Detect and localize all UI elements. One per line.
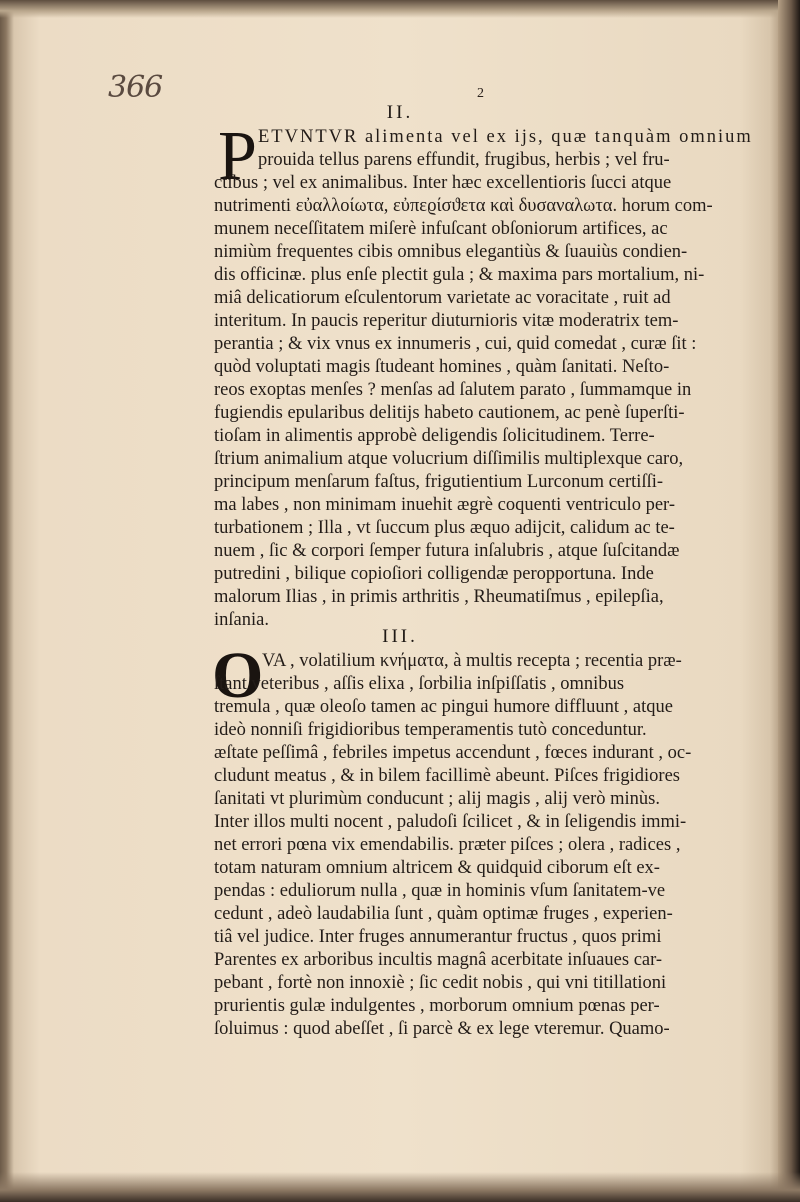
- text-line: principum menſarum faſtus, frigutientium Lurconum certiſſi-: [214, 472, 664, 492]
- text-line: nuem , ſic & corpori ſemper futura inſalubris , atque ſuſcitandæ: [214, 541, 680, 561]
- text-line: totam naturam omnium altricem & quidquid ciborum eſt ex-: [214, 858, 660, 878]
- section-heading-iii: III.: [382, 626, 418, 647]
- text-line: nutrimenti εὐαλλοίωτα, εὐπεϱίσϑετα καὶ δυσαναλωτα. horum com-: [214, 196, 713, 216]
- text-line: pebant , fortè non innoxiè ; ſic cedit nobis , qui vni titillationi: [214, 973, 667, 993]
- text-line: inſania.: [214, 610, 269, 630]
- text-line: tiâ vel judice. Inter fruges annumerantur fructus , quos primi: [214, 927, 662, 947]
- text-line: ſtrium animalium atque volucrium diſſimilis multiplexque caro,: [214, 449, 684, 469]
- signature-mark: 2: [477, 86, 484, 101]
- text-line: munem neceſſitatem miſerè infuſcant obſoniorum artifices, ac: [214, 219, 668, 239]
- text-line: nimiùm frequentes cibis omnibus elegantiùs & ſuauiùs condien-: [214, 242, 688, 262]
- text-line: perantia ; & vix vnus ex innumeris , cui, quid comedat , curæ ſit :: [214, 334, 697, 354]
- text-line: Parentes ex arboribus incultis magnâ acerbitate inſuaues car-: [214, 950, 663, 970]
- text-line: tioſam in alimentis approbè deligendis ſolicitudinem. Terre-: [214, 426, 655, 446]
- text-line: cedunt , adeò laudabilia ſunt , quàm optimæ fruges , experien-: [214, 904, 673, 924]
- text-line: ſtant veteribus , aſſis elixa , ſorbilia inſpiſſatis , omnibus: [214, 674, 625, 694]
- text-line: miâ delicatiorum eſculentorum varietate ac voracitate , ruit ad: [214, 288, 671, 308]
- text-line: reos exoptas menſes ? menſas ad ſalutem parato , ſummamque in: [214, 380, 692, 400]
- text-line: pendas : eduliorum nulla , quæ in hominis vſum ſanitatem-ve: [214, 881, 666, 901]
- page-number: 366: [108, 70, 163, 105]
- text-line: interitum. In paucis reperitur diuturnioris vitæ moderatrix tem-: [214, 311, 679, 331]
- text-line: ETVNTVR alimenta vel ex ijs, quæ tanquàm omnium: [258, 127, 753, 147]
- text-line: putredini , bilique copioſiori colligendæ peropportuna. Inde: [214, 564, 654, 584]
- text-line: Inter illos multi nocent , paludoſi ſcilicet , & in ſeligendis immi-: [214, 812, 687, 832]
- text-line: tremula , quæ oleoſo tamen ac pingui humore diffluunt , atque: [214, 697, 673, 717]
- text-line: dis officinæ. plus enſe plectit gula ; & maxima pars mortalium, ni-: [214, 265, 705, 285]
- text-line: ma labes , non minimam inuehit ægrè coquenti ventriculo per-: [214, 495, 675, 515]
- page-bottom-edge: [0, 1172, 800, 1202]
- text-line: fugiendis epularibus delitijs habeto cautionem, ac penè ſuperſti-: [214, 403, 685, 423]
- text-line: cludunt meatus , & in bilem facillimè abeunt. Piſces frigidiores: [214, 766, 680, 786]
- text-line: prurientis gulæ indulgentes , morborum omnium pœnas per-: [214, 996, 660, 1016]
- text-line: ctibus ; vel ex animalibus. Inter hæc excellentioris ſucci atque: [214, 173, 672, 193]
- text-line: net errori pœna vix emendabilis. præter piſces ; olera , radices ,: [214, 835, 681, 855]
- drop-cap-o: O: [212, 639, 264, 712]
- section-heading-ii: II.: [386, 102, 414, 123]
- page-top-edge: [0, 0, 800, 18]
- text-line: ſanitati vt plurimùm conducunt ; alij magis , alij verò minùs.: [214, 789, 660, 809]
- text-line: æſtate peſſimâ , febriles impetus accendunt , fœces indurant , oc-: [214, 743, 692, 763]
- text-line: turbationem ; Illa , vt ſuccum plus æquo adijcit, calidum ac te-: [214, 518, 675, 538]
- text-line: VA , volatilium κνήματα, à multis recepta ; recentia præ-: [262, 651, 682, 671]
- text-line: prouida tellus parens effundit, frugibus, herbis ; vel fru-: [258, 150, 670, 170]
- text-line: malorum Ilias , in primis arthritis , Rheumatiſmus , epilepſia,: [214, 587, 664, 607]
- text-line: quòd voluptati magis ſtudeant homines , quàm ſanitati. Neſto-: [214, 357, 670, 377]
- section-ii-paragraph: [214, 118, 764, 632]
- text-line: ideò nonniſi frigidioribus temperamentis tutò conceduntur.: [214, 720, 647, 740]
- page-gutter-edge: [778, 0, 800, 1202]
- section-iii-paragraph: [214, 650, 764, 1041]
- text-line: ſoluimus : quod abeſſet , ſi parcè & ex lege vteremur. Quamo-: [214, 1019, 670, 1039]
- drop-cap-p: P: [218, 118, 257, 195]
